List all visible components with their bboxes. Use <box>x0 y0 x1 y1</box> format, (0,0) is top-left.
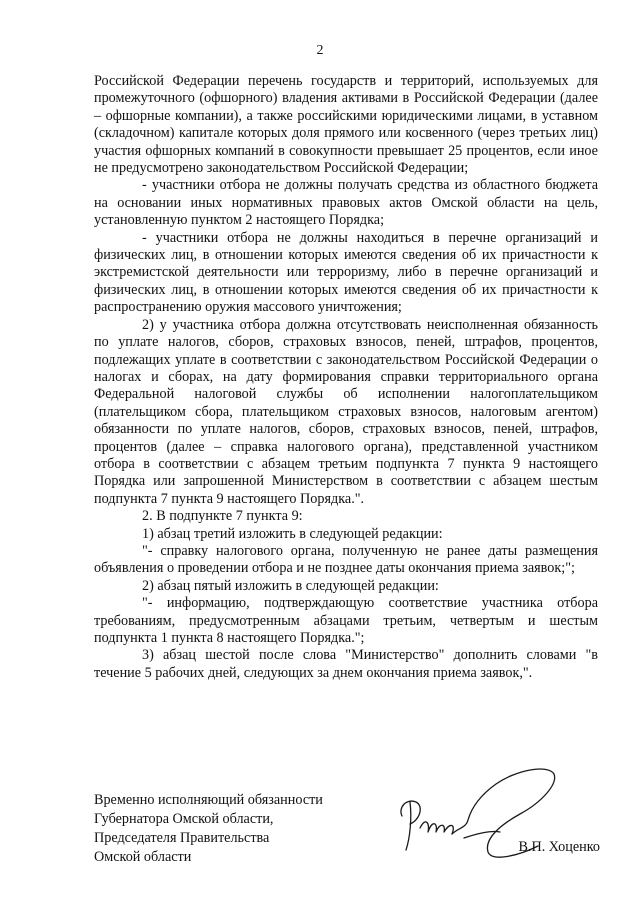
position-line: Председателя Правительства <box>94 830 270 846</box>
paragraph: "- информацию, подтверждающую соответствие участника отбора требованиям, предусмотренным абзацами третьим, четвертым и шестым подпункта 1 пункта 8 настоящего Порядка."; <box>94 595 598 646</box>
position-line: Губернатора Омской области, <box>94 811 274 827</box>
paragraph: - участники отбора не должны находиться в перечне организаций и физических лиц, в отношении которых имеются сведения об их причастности к экстремистской деятельности или терроризму, либо в перечне организаций и физических лиц, в отношении которых имеются сведения об их причастности к распространению оружия массового уничтожения; <box>94 229 598 316</box>
paragraph: 3) абзац шестой после слова "Министерство" дополнить словами "в течение 5 рабочих дней, следующих за днем окончания приема заявок,". <box>94 647 598 681</box>
page-number: 2 <box>316 43 324 58</box>
position-line: Омской области <box>94 849 192 865</box>
document-body <box>94 73 598 682</box>
paragraph: "- справку налогового органа, полученную не ранее даты размещения объявления о проведении отбора и не позднее даты окончания приема заявок;"; <box>94 542 598 577</box>
paragraph: 2) у участника отбора должна отсутствовать неисполненная обязанность по уплате налогов, сборов, страховых взносов, пеней, штрафов, процентов, подлежащих уплате в соответствии с законодательством Российской Федерации о налогах и сборах, на дату формирования справки территориального органа Федеральной налоговой службы об исполнении налогоплательщиком (плательщиком сбора, плательщиком страховых взносов, налоговым агентом) обязанности по уплате налогов, сборов, страховых взносов, пеней, штрафов, процентов (далее – справка налогового органа), представленной участником отбора в соответствии с абзацем третьим подпункта 7 пункта 9 настоящего Порядка или запрошенной Министерством в соответствии с абзацем шестым подпункта 7 пункта 9 настоящего Порядка.". <box>94 316 598 507</box>
paragraph: 1) абзац третий изложить в следующей редакции: <box>142 525 443 542</box>
paragraph: - участники отбора не должны получать средства из областного бюджета на основании иных нормативных правовых актов Омской области на цель, установленную пунктом 2 настоящего Порядка; <box>94 177 598 229</box>
position-line: Временно исполняющий обязанности <box>94 792 323 808</box>
paragraph: 2) абзац пятый изложить в следующей редакции: <box>142 577 439 594</box>
paragraph: 2. В подпункте 7 пункта 9: <box>142 508 303 525</box>
signature-block <box>94 791 604 865</box>
signatory-name: В.П. Хоценко <box>518 839 600 855</box>
paragraph: Российской Федерации перечень государств и территорий, используемых для промежуточного (офшорного) владения активами в Российской Федерации (далее – офшорные компании), а также российскими юридическими лицами, в уставном (складочном) капитале которых доля прямого или косвенного (через третьих лиц) участия офшорных компаний в совокупности превышает 25 процентов, если иное не предусмотрено законодательством Российской Федерации; <box>94 73 598 177</box>
